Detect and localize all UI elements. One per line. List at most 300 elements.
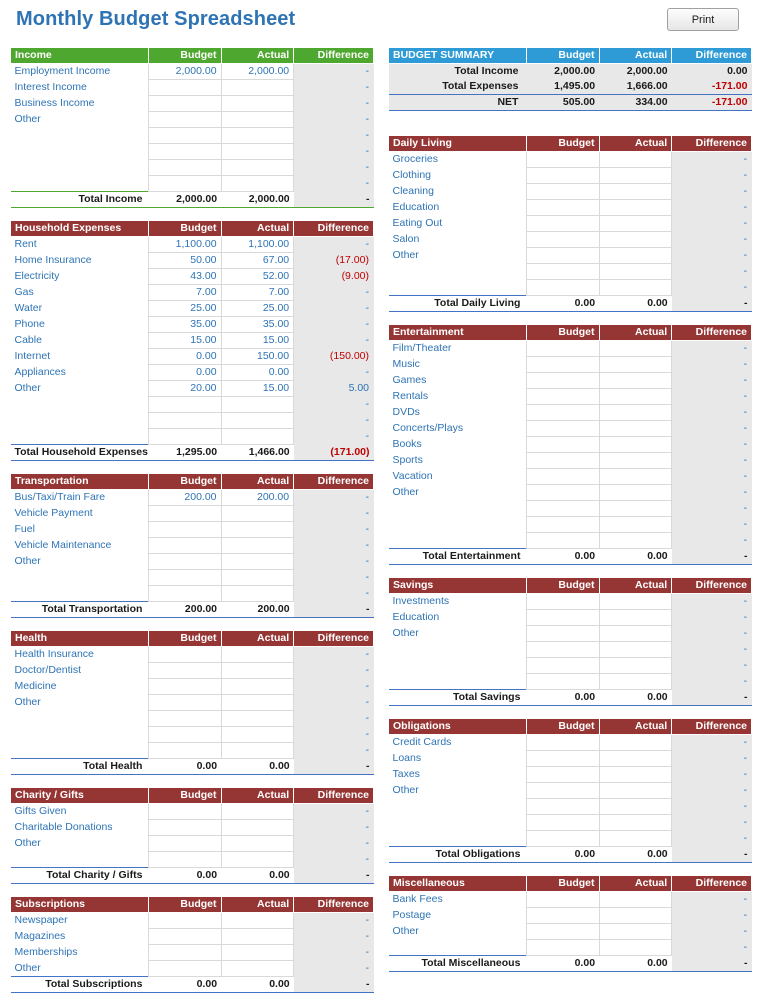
- total-label: Total Miscellaneous: [389, 956, 527, 972]
- total-label: Total Daily Living: [389, 296, 527, 312]
- row-difference-cell: -: [294, 586, 374, 602]
- row-actual-cell[interactable]: 15.00: [221, 333, 294, 349]
- row-label: Internet: [14, 350, 51, 362]
- row-budget-cell[interactable]: [526, 469, 599, 485]
- row-actual-cell[interactable]: [599, 453, 672, 469]
- row-budget-cell[interactable]: [526, 216, 599, 232]
- row-actual-cell[interactable]: [221, 144, 294, 160]
- row-actual-cell[interactable]: [221, 429, 294, 445]
- row-actual-cell[interactable]: [599, 232, 672, 248]
- table-row: [389, 924, 752, 940]
- table-row: [389, 642, 752, 658]
- row-budget-cell[interactable]: [148, 506, 221, 522]
- summary-row-difference: 0.00: [672, 64, 752, 80]
- row-actual-cell[interactable]: [599, 674, 672, 690]
- table-row: [11, 160, 374, 176]
- row-difference-cell: -: [294, 64, 374, 80]
- table-row: [11, 112, 374, 128]
- section-transportation: [10, 473, 374, 618]
- row-budget-cell[interactable]: [526, 658, 599, 674]
- row-budget-cell[interactable]: 200.00: [148, 490, 221, 506]
- total-budget: 0.00: [526, 690, 599, 706]
- row-budget-cell[interactable]: [526, 751, 599, 767]
- row-budget-cell[interactable]: [526, 168, 599, 184]
- summary-row-actual: 2,000.00: [599, 64, 672, 80]
- row-budget-cell[interactable]: [526, 357, 599, 373]
- row-budget-cell[interactable]: [526, 517, 599, 533]
- row-actual-cell[interactable]: [599, 735, 672, 751]
- row-actual-cell[interactable]: 200.00: [221, 490, 294, 506]
- row-actual-cell[interactable]: [221, 695, 294, 711]
- table-row: [389, 341, 752, 357]
- net-label: NET: [389, 95, 527, 111]
- row-actual-cell[interactable]: [599, 421, 672, 437]
- row-budget-cell[interactable]: [526, 783, 599, 799]
- row-budget-cell[interactable]: [148, 913, 221, 929]
- row-budget-cell[interactable]: [148, 570, 221, 586]
- row-label: [11, 397, 149, 413]
- row-actual-cell[interactable]: [599, 485, 672, 501]
- row-actual-cell[interactable]: [221, 160, 294, 176]
- row-actual-cell[interactable]: [599, 373, 672, 389]
- row-difference-cell: -: [294, 96, 374, 112]
- actual-column-header: Actual: [599, 578, 672, 594]
- row-actual-cell[interactable]: 67.00: [221, 253, 294, 269]
- row-budget-cell[interactable]: [526, 831, 599, 847]
- row-label: Business Income: [14, 97, 95, 109]
- actual-column-header: Actual: [221, 631, 294, 647]
- row-actual-cell[interactable]: [599, 940, 672, 956]
- total-actual: 0.00: [599, 296, 672, 312]
- row-budget-cell[interactable]: 7.00: [148, 285, 221, 301]
- row-actual-cell[interactable]: 2,000.00: [221, 64, 294, 80]
- row-difference-cell: -: [672, 799, 752, 815]
- row-actual-cell[interactable]: [599, 280, 672, 296]
- row-difference-cell: -: [294, 333, 374, 349]
- table-row: [389, 831, 752, 847]
- row-actual-cell[interactable]: [599, 892, 672, 908]
- row-actual-cell[interactable]: [221, 836, 294, 852]
- row-difference-cell: -: [294, 695, 374, 711]
- table-row: [11, 176, 374, 192]
- row-actual-cell[interactable]: [599, 216, 672, 232]
- row-actual-cell[interactable]: [599, 533, 672, 549]
- difference-column-header: Difference: [672, 719, 752, 735]
- total-label: Total Transportation: [11, 602, 149, 618]
- table-row: [11, 349, 374, 365]
- row-actual-cell[interactable]: [599, 831, 672, 847]
- section-total-row: [389, 690, 752, 706]
- row-budget-cell[interactable]: [148, 80, 221, 96]
- row-actual-cell[interactable]: [221, 663, 294, 679]
- summary-row-budget: 2,000.00: [526, 64, 599, 80]
- row-budget-cell[interactable]: [526, 232, 599, 248]
- table-row: [11, 317, 374, 333]
- row-budget-cell[interactable]: [526, 485, 599, 501]
- row-label: Bank Fees: [392, 893, 443, 906]
- total-label: Total Obligations: [389, 847, 527, 863]
- table-row: [389, 751, 752, 767]
- row-budget-cell[interactable]: [148, 397, 221, 413]
- row-budget-cell[interactable]: [148, 647, 221, 663]
- row-actual-cell[interactable]: [599, 341, 672, 357]
- actual-column-header: Actual: [221, 474, 294, 490]
- table-row: [389, 674, 752, 690]
- row-budget-cell[interactable]: [148, 820, 221, 836]
- row-actual-cell[interactable]: [599, 658, 672, 674]
- row-budget-cell[interactable]: [148, 429, 221, 445]
- row-budget-cell[interactable]: [526, 642, 599, 658]
- row-budget-cell[interactable]: [526, 610, 599, 626]
- difference-column-header: Difference: [672, 578, 752, 594]
- total-difference: -: [672, 847, 752, 863]
- total-difference: -: [672, 549, 752, 565]
- row-budget-cell[interactable]: [526, 373, 599, 389]
- row-label: [11, 413, 149, 429]
- table-row: [389, 485, 752, 501]
- section-total-row: [11, 868, 374, 884]
- row-budget-cell[interactable]: [526, 184, 599, 200]
- row-actual-cell[interactable]: [221, 804, 294, 820]
- row-actual-cell[interactable]: [221, 743, 294, 759]
- total-difference: -: [672, 956, 752, 972]
- table-row: [389, 421, 752, 437]
- net-difference: -171.00: [672, 95, 752, 111]
- row-difference-cell: -: [672, 783, 752, 799]
- row-actual-cell[interactable]: [599, 908, 672, 924]
- row-budget-cell[interactable]: [148, 743, 221, 759]
- row-budget-cell[interactable]: [148, 538, 221, 554]
- section-header-row: [11, 221, 374, 237]
- row-budget-cell[interactable]: [148, 128, 221, 144]
- row-difference-cell: -: [672, 892, 752, 908]
- row-actual-cell[interactable]: [599, 357, 672, 373]
- row-budget-cell[interactable]: 1,100.00: [148, 237, 221, 253]
- table-row: [389, 168, 752, 184]
- row-label: Cleaning: [392, 185, 434, 197]
- row-actual-cell[interactable]: [599, 610, 672, 626]
- row-difference-cell: (150.00): [294, 349, 374, 365]
- row-actual-cell[interactable]: [221, 506, 294, 522]
- row-label: [389, 658, 527, 674]
- row-actual-cell[interactable]: [599, 152, 672, 168]
- row-budget-cell[interactable]: [526, 626, 599, 642]
- row-budget-cell[interactable]: [526, 405, 599, 421]
- section-title: Savings: [389, 578, 527, 594]
- row-label: DVDs: [392, 406, 420, 418]
- row-label: Fuel: [14, 523, 35, 535]
- row-label: Other: [392, 249, 419, 261]
- row-actual-cell[interactable]: [599, 815, 672, 831]
- row-difference-cell: -: [294, 804, 374, 820]
- row-budget-cell[interactable]: [526, 437, 599, 453]
- row-budget-cell[interactable]: [148, 144, 221, 160]
- row-actual-cell[interactable]: [221, 961, 294, 977]
- row-label: [389, 815, 527, 831]
- table-row: [389, 216, 752, 232]
- row-budget-cell[interactable]: [148, 112, 221, 128]
- row-actual-cell[interactable]: [221, 711, 294, 727]
- row-actual-cell[interactable]: [221, 945, 294, 961]
- row-budget-cell[interactable]: [148, 176, 221, 192]
- table-row: [389, 264, 752, 280]
- row-actual-cell[interactable]: 25.00: [221, 301, 294, 317]
- row-budget-cell[interactable]: [526, 341, 599, 357]
- row-actual-cell[interactable]: [221, 679, 294, 695]
- row-difference-cell: -: [672, 264, 752, 280]
- row-budget-cell[interactable]: 0.00: [148, 349, 221, 365]
- table-row: [11, 570, 374, 586]
- row-actual-cell[interactable]: [599, 437, 672, 453]
- sheet-columns: [10, 47, 747, 1005]
- section-header-row: [11, 631, 374, 647]
- row-label: [11, 429, 149, 445]
- row-actual-cell[interactable]: [599, 642, 672, 658]
- section-title: Household Expenses: [11, 221, 149, 237]
- row-budget-cell[interactable]: 20.00: [148, 381, 221, 397]
- row-actual-cell[interactable]: [221, 554, 294, 570]
- table-row: [389, 594, 752, 610]
- table-row: [11, 586, 374, 602]
- row-label: [389, 517, 527, 533]
- summary-header-row: [389, 48, 752, 64]
- row-difference-cell: -: [294, 679, 374, 695]
- row-difference-cell: -: [294, 663, 374, 679]
- row-budget-cell[interactable]: 15.00: [148, 333, 221, 349]
- row-label: Charitable Donations: [14, 821, 113, 833]
- row-actual-cell[interactable]: [599, 405, 672, 421]
- row-actual-cell[interactable]: [221, 80, 294, 96]
- row-budget-cell[interactable]: [148, 160, 221, 176]
- row-budget-cell[interactable]: 43.00: [148, 269, 221, 285]
- row-difference-cell: -: [672, 642, 752, 658]
- row-actual-cell[interactable]: [221, 929, 294, 945]
- row-budget-cell[interactable]: [526, 389, 599, 405]
- row-actual-cell[interactable]: [221, 176, 294, 192]
- total-difference: -: [672, 690, 752, 706]
- row-actual-cell[interactable]: [221, 820, 294, 836]
- row-budget-cell[interactable]: [526, 152, 599, 168]
- row-budget-cell[interactable]: [148, 586, 221, 602]
- row-label: Rentals: [392, 390, 429, 402]
- row-difference-cell: -: [672, 405, 752, 421]
- section-title: Obligations: [389, 719, 527, 735]
- row-actual-cell[interactable]: [599, 389, 672, 405]
- row-budget-cell[interactable]: [526, 280, 599, 296]
- section-total-row: [11, 192, 374, 208]
- table-row: [389, 610, 752, 626]
- row-budget-cell[interactable]: [526, 533, 599, 549]
- difference-column-header: Difference: [294, 221, 374, 237]
- section-charity-gifts: [10, 787, 374, 884]
- row-budget-cell[interactable]: 0.00: [148, 365, 221, 381]
- row-actual-cell[interactable]: 35.00: [221, 317, 294, 333]
- row-actual-cell[interactable]: [221, 96, 294, 112]
- row-actual-cell[interactable]: [221, 852, 294, 868]
- row-actual-cell[interactable]: [221, 538, 294, 554]
- row-budget-cell[interactable]: [148, 961, 221, 977]
- row-budget-cell[interactable]: 50.00: [148, 253, 221, 269]
- row-difference-cell: -: [672, 357, 752, 373]
- row-budget-cell[interactable]: [526, 594, 599, 610]
- row-budget-cell[interactable]: [526, 674, 599, 690]
- row-difference-cell: -: [294, 554, 374, 570]
- row-actual-cell[interactable]: [599, 168, 672, 184]
- table-row: [11, 237, 374, 253]
- row-budget-cell[interactable]: [526, 735, 599, 751]
- row-actual-cell[interactable]: [221, 413, 294, 429]
- row-actual-cell[interactable]: [221, 913, 294, 929]
- row-budget-cell[interactable]: [148, 836, 221, 852]
- row-difference-cell: -: [294, 490, 374, 506]
- row-budget-cell[interactable]: [148, 945, 221, 961]
- row-label: Music: [392, 358, 420, 370]
- row-actual-cell[interactable]: [221, 727, 294, 743]
- row-actual-cell[interactable]: 15.00: [221, 381, 294, 397]
- row-budget-cell[interactable]: [148, 522, 221, 538]
- table-row: [11, 64, 374, 80]
- total-label: Total Savings: [389, 690, 527, 706]
- row-budget-cell[interactable]: [148, 804, 221, 820]
- row-budget-cell[interactable]: [526, 421, 599, 437]
- row-actual-cell[interactable]: [599, 924, 672, 940]
- row-budget-cell[interactable]: [148, 96, 221, 112]
- row-budget-cell[interactable]: [148, 554, 221, 570]
- row-budget-cell[interactable]: 25.00: [148, 301, 221, 317]
- table-row: [11, 804, 374, 820]
- row-label: [389, 831, 527, 847]
- row-actual-cell[interactable]: [599, 767, 672, 783]
- row-difference-cell: -: [294, 506, 374, 522]
- row-difference-cell: (17.00): [294, 253, 374, 269]
- row-budget-cell[interactable]: [526, 501, 599, 517]
- table-row: [389, 908, 752, 924]
- row-label: [11, 128, 149, 144]
- row-actual-cell[interactable]: [599, 248, 672, 264]
- row-actual-cell[interactable]: [221, 522, 294, 538]
- row-actual-cell[interactable]: [599, 626, 672, 642]
- row-budget-cell[interactable]: [148, 663, 221, 679]
- row-budget-cell[interactable]: [526, 248, 599, 264]
- row-budget-cell[interactable]: 2,000.00: [148, 64, 221, 80]
- row-budget-cell[interactable]: [148, 852, 221, 868]
- row-difference-cell: -: [672, 152, 752, 168]
- row-actual-cell[interactable]: [599, 783, 672, 799]
- row-actual-cell[interactable]: [599, 594, 672, 610]
- budget-column-header: Budget: [148, 221, 221, 237]
- row-label: [389, 642, 527, 658]
- total-difference: -: [294, 868, 374, 884]
- row-difference-cell: -: [672, 735, 752, 751]
- row-budget-cell[interactable]: [526, 453, 599, 469]
- row-budget-cell[interactable]: [526, 924, 599, 940]
- actual-column-header: Actual: [599, 48, 672, 64]
- row-budget-cell[interactable]: [526, 940, 599, 956]
- row-label: Medicine: [14, 680, 57, 692]
- row-actual-cell[interactable]: [221, 647, 294, 663]
- row-budget-cell[interactable]: [526, 892, 599, 908]
- row-label: Water: [14, 302, 43, 314]
- row-label: Cable: [14, 334, 42, 346]
- total-label: Total Household Expenses: [11, 445, 149, 461]
- row-budget-cell[interactable]: [148, 929, 221, 945]
- row-budget-cell[interactable]: [526, 908, 599, 924]
- row-actual-cell[interactable]: 7.00: [221, 285, 294, 301]
- row-actual-cell[interactable]: [599, 184, 672, 200]
- row-budget-cell[interactable]: 35.00: [148, 317, 221, 333]
- budget-column-header: Budget: [526, 578, 599, 594]
- row-budget-cell[interactable]: [148, 413, 221, 429]
- row-actual-cell[interactable]: [599, 264, 672, 280]
- row-budget-cell[interactable]: [526, 815, 599, 831]
- row-budget-cell[interactable]: [526, 767, 599, 783]
- table-row: [389, 232, 752, 248]
- summary-row-difference: -171.00: [672, 79, 752, 95]
- row-label: Salon: [392, 233, 420, 245]
- row-actual-cell[interactable]: 52.00: [221, 269, 294, 285]
- row-difference-cell: -: [672, 168, 752, 184]
- row-label: Other: [14, 555, 41, 567]
- row-actual-cell[interactable]: [221, 586, 294, 602]
- row-label: Other: [392, 784, 419, 796]
- row-budget-cell[interactable]: [148, 679, 221, 695]
- table-row: [389, 626, 752, 642]
- row-budget-cell[interactable]: [526, 799, 599, 815]
- row-actual-cell[interactable]: 0.00: [221, 365, 294, 381]
- row-difference-cell: -: [672, 658, 752, 674]
- print-button[interactable]: Print: [667, 8, 739, 31]
- row-actual-cell[interactable]: 150.00: [221, 349, 294, 365]
- total-actual: 1,466.00: [221, 445, 294, 461]
- row-actual-cell[interactable]: [221, 397, 294, 413]
- row-actual-cell[interactable]: [599, 751, 672, 767]
- section-budget-summary: [388, 47, 752, 111]
- table-row: [389, 799, 752, 815]
- row-label: [11, 586, 149, 602]
- difference-column-header: Difference: [294, 48, 374, 64]
- row-budget-cell[interactable]: [148, 711, 221, 727]
- row-actual-cell[interactable]: [221, 570, 294, 586]
- budget-column-header: Budget: [148, 48, 221, 64]
- row-budget-cell[interactable]: [148, 695, 221, 711]
- row-label: [11, 711, 149, 727]
- table-row: [11, 365, 374, 381]
- table-row: [11, 269, 374, 285]
- row-label: Concerts/Plays: [392, 422, 464, 434]
- row-difference-cell: -: [672, 389, 752, 405]
- actual-column-header: Actual: [599, 876, 672, 892]
- row-actual-cell[interactable]: [599, 469, 672, 485]
- row-actual-cell[interactable]: [599, 517, 672, 533]
- row-budget-cell[interactable]: [526, 264, 599, 280]
- difference-column-header: Difference: [294, 788, 374, 804]
- row-actual-cell[interactable]: 1,100.00: [221, 237, 294, 253]
- row-budget-cell[interactable]: [526, 200, 599, 216]
- row-difference-cell: -: [672, 924, 752, 940]
- row-actual-cell[interactable]: [221, 128, 294, 144]
- row-difference-cell: -: [672, 216, 752, 232]
- row-actual-cell[interactable]: [221, 112, 294, 128]
- table-row: [389, 357, 752, 373]
- row-actual-cell[interactable]: [599, 799, 672, 815]
- row-label: Education: [392, 611, 440, 623]
- row-actual-cell[interactable]: [599, 200, 672, 216]
- row-budget-cell[interactable]: [148, 727, 221, 743]
- total-difference: -: [672, 296, 752, 312]
- section-income: [10, 47, 374, 208]
- row-difference-cell: -: [672, 469, 752, 485]
- row-actual-cell[interactable]: [599, 501, 672, 517]
